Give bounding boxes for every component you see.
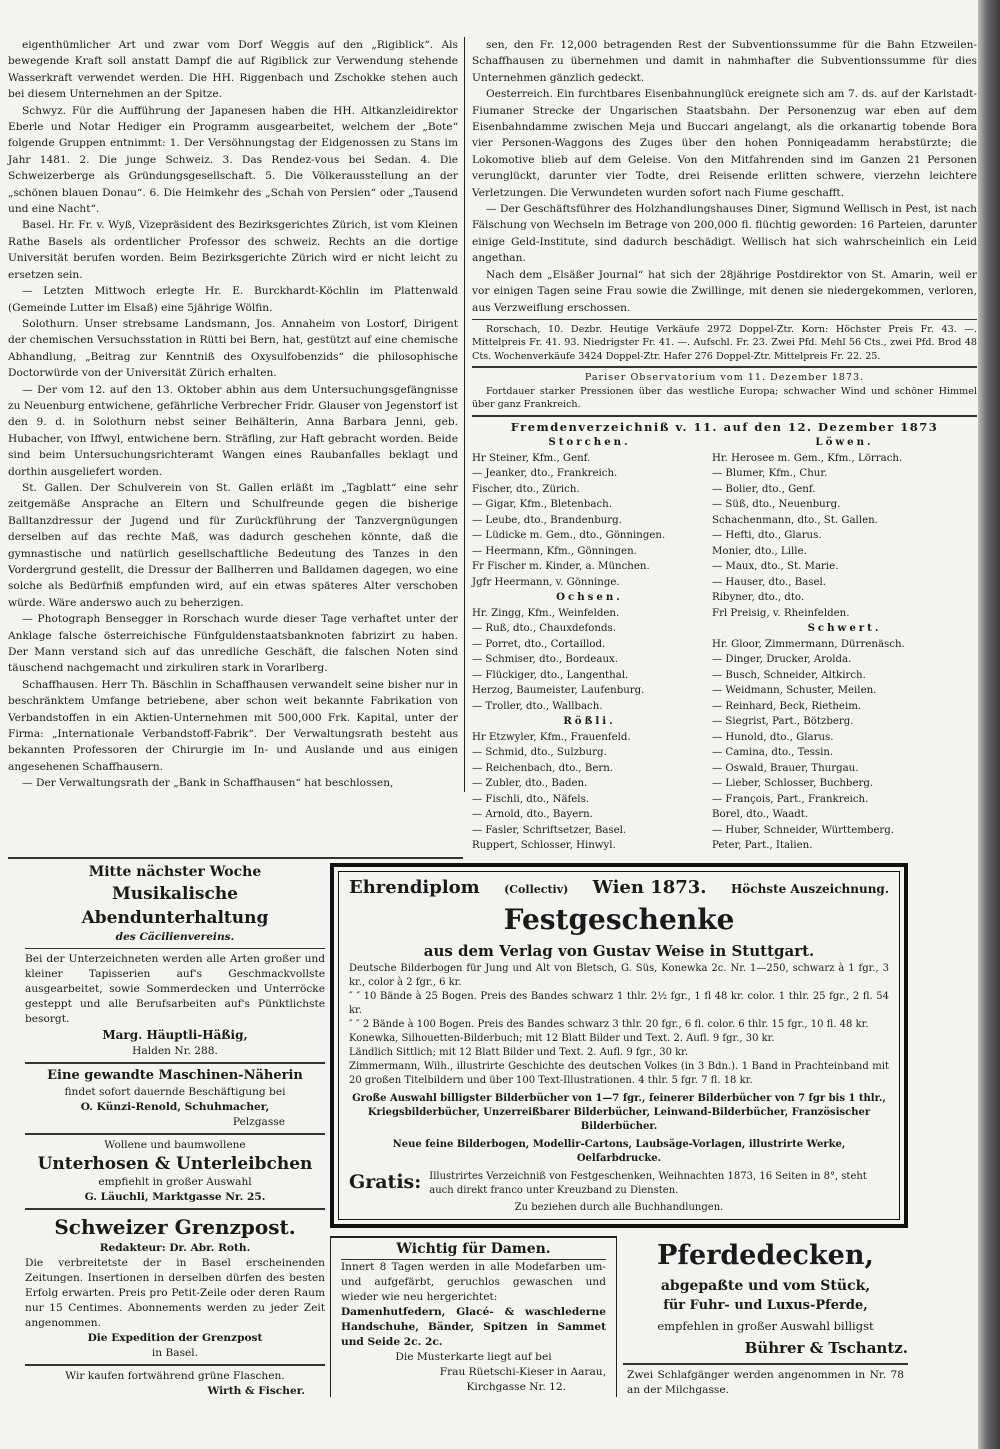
divider xyxy=(25,1208,325,1210)
left-news-column xyxy=(8,37,465,792)
article-paragraph: — Der Verwaltungsrath der „Bank in Schaffhausen“ hat beschlossen, xyxy=(22,777,394,790)
underwear-text: empfiehlt in großer Auswahl xyxy=(98,1175,252,1188)
ad-ladies xyxy=(330,1236,617,1397)
divider xyxy=(25,1364,325,1366)
guest-entry: Hr Etzwyler, Kfm., Frauenfeld. xyxy=(472,731,631,743)
festgeschenke-title: Festgeschenke xyxy=(503,902,735,936)
guest-entry: — Huber, Schneider, Württemberg. xyxy=(712,824,895,836)
guest-entry: — Flückiger, dto., Langenthal. xyxy=(472,669,629,681)
article-paragraph: — Letzten Mittwoch erlegte Hr. E. Burckhardt-Köchlin im Plattenwald (Gemeinde Lutter im Elsaß) eine 5jährige Wölfin. xyxy=(8,285,458,314)
guest-entry: — Jeanker, dto., Frankreich. xyxy=(472,468,618,480)
seamstress-signature: O. Künzi-Renold, Schuhmacher, xyxy=(80,1100,270,1113)
guest-entry: — François, Part., Frankreich. xyxy=(712,793,869,805)
hotel-name: Löwen. xyxy=(815,436,874,449)
concert-date: Mitte nächster Woche xyxy=(88,863,262,880)
article-paragraph: — Der Geschäftsführer des Holzhandlungshauses Diner, Sigmund Wellisch in Pest, ist nach Fälschung von Wechseln im Betrage von 200,000 fl. flüchtig geworden: 16 Parteien, darunter einige Geld-Institute, sind dadurch beschädigt. Wellisch hat sich wahrscheinlich ein Leid angethan. xyxy=(472,203,977,265)
guest-entry: — Reinhard, Beck, Rietheim. xyxy=(712,700,862,712)
ad-horse-blankets xyxy=(623,1236,908,1360)
gratis-text: Illustrirtes Verzeichniß von Festgeschenken, Weihnachten 1873, 16 Seiten in 8°, steht auch direkt franco unter Kreuzband zu Diensten. xyxy=(429,1170,867,1196)
guest-entry: — Süß, dto., Neuenburg. xyxy=(712,499,841,511)
underwear-pre: Wollene und baumwollene xyxy=(104,1138,246,1151)
divider xyxy=(8,857,463,859)
divider xyxy=(25,948,325,949)
ladies-items: Damenhutfedern, Glacé- & waschlederne Handschuhe, Bänder, Spitzen in Sammet und Seide 2c. 2c. xyxy=(341,1305,606,1348)
guest-entry: Frl Preisig, v. Rheinfelden. xyxy=(712,607,850,619)
article-paragraph: St. Gallen. Der Schulverein von St. Gallen erläßt im „Tagblatt“ eine sehr zeitgemäße Ansprache an Eltern und Schulfreunde gegen die bisherige Balltanzdressur der Jugend und für Zurückführung der Tanzvergnügungen derselben auf das rechte Maß, was dadurch geschehen könnte, daß die gymnastische und natürlich gesellschaftliche Bedeutung des Tanzes in den Vordergrund gestellt, die Dressur der Ballherren und Balldamen dagegen, wo eine solche als Bedürfniß empfunden wird, auf ein etwas späteres Alter verschoben würde. Wäre anderswo auch zu beherzigen. xyxy=(8,481,458,609)
guest-entry: Monier, dto., Lille. xyxy=(712,545,807,557)
guest-entry: — Leube, dto., Brandenburg. xyxy=(472,514,622,526)
festgeschenke-subtitle: aus dem Verlag von Gustav Weise in Stuttgart. xyxy=(423,941,815,960)
horses-line3: empfehlen in großer Auswahl billigst xyxy=(657,1318,874,1333)
concert-host: des Cäcilienvereins. xyxy=(115,930,235,943)
ladies-title: Wichtig für Damen. xyxy=(341,1240,606,1260)
guest-entry: Borel, dto., Waadt. xyxy=(712,809,809,821)
guest-entry: — Weidmann, Schuster, Meilen. xyxy=(712,685,877,697)
ladies-text: Innert 8 Tagen werden in alle Modefarben um- und aufgefärbt, geruchlos gewaschen und wieder wie neu hergerichtet: xyxy=(341,1260,606,1303)
guest-entry: — Siegrist, Part., Bötzberg. xyxy=(712,716,854,728)
guest-list-left xyxy=(472,435,707,854)
hotel-name: Storchen. xyxy=(548,436,631,449)
guest-entry: — Lüdicke m. Gem., dto., Gönningen. xyxy=(472,530,666,542)
observatory-text: Fortdauer starker Pressionen über das westliche Europa; schwacher Wind und schöner Himmel über ganz Frankreich. xyxy=(472,385,977,411)
festgeschenke-footer: Zu beziehen durch alle Buchhandlungen. xyxy=(514,1201,724,1213)
book-item: ″ ″ 2 Bände à 100 Bogen. Preis des Bandes schwarz 3 thlr. 20 fgr., 6 fl. color. 6 thlr. 15 fgr., 10 fl. 48 kr. xyxy=(349,1018,869,1030)
guest-entry: Hr. Zingg, Kfm., Weinfelden. xyxy=(472,607,620,619)
guest-entry: Hr. Herosee m. Gem., Kfm., Lörrach. xyxy=(712,452,903,464)
divider xyxy=(472,319,977,320)
seamstress-text: findet sofort dauernde Beschäftigung bei xyxy=(64,1085,286,1098)
market-report xyxy=(472,323,977,364)
guest-entry: Fr Fischer m. Kinder, a. München. xyxy=(472,561,650,573)
guest-entry: Hr. Gloor, Zimmermann, Dürrenäsch. xyxy=(712,638,905,650)
divider xyxy=(25,1062,325,1064)
guest-entry: — Gigar, Kfm., Bletenbach. xyxy=(472,499,612,511)
right-news-area xyxy=(472,37,977,854)
guest-entry: — Porret, dto., Cortaillod. xyxy=(472,638,606,650)
news-section xyxy=(8,37,978,854)
book-item: Große Auswahl billigster Bilderbücher von 1—7 fgr., feinerer Bilderbücher von 7 fgr bis 1 thlr., Kriegsbilderbücher, Unzerreißbarer Bilderbücher, Leinwand-Bilderbücher, Französischer Bilderbücher. xyxy=(352,1092,886,1132)
tapestry-address: Halden Nr. 288. xyxy=(132,1044,218,1057)
guest-entry: — Busch, Schneider, Altkirch. xyxy=(712,669,866,681)
horses-title: Pferdedecken, xyxy=(657,1239,874,1271)
guest-entry: — Zubler, dto., Baden. xyxy=(472,778,588,790)
right-small-ads xyxy=(623,1236,908,1398)
collectiv: (Collectiv) xyxy=(504,882,569,896)
guest-entry: — Oswald, Brauer, Thurgau. xyxy=(712,762,859,774)
book-item: Deutsche Bilderbogen für Jung und Alt von Bletsch, G. Süs, Konewka 2c. Nr. 1—250, schwarz à 1 fgr., 3 kr., color à 2 fgr., 6 kr. xyxy=(349,962,889,988)
ad-tapestry xyxy=(25,952,325,1059)
guest-entry: Jgfr Heermann, v. Gönninge. xyxy=(472,576,620,588)
ad-bottles xyxy=(25,1369,325,1399)
observatory-report xyxy=(472,371,977,412)
bottles-signature: Wirth & Fischer. xyxy=(207,1384,305,1397)
ad-sleepers xyxy=(623,1368,908,1398)
ladies-sample: Die Musterkarte liegt auf bei xyxy=(395,1350,552,1363)
guest-entry: — Schmiser, dto., Bordeaux. xyxy=(472,654,619,666)
grenzpost-text: Die verbreitetste der in Basel erscheinenden Zeitungen. Insertionen in derselben dürfen des besten Erfolg erwarten. Preis pro Petit-Zeile oder deren Raum nur 15 Centimes. Abonnements werden zu jeder Zeit angenommen. xyxy=(25,1256,325,1329)
guest-entry: — Bolier, dto., Genf. xyxy=(712,483,816,495)
ad-festgeschenke xyxy=(330,863,908,1228)
guest-entry: — Fischli, dto., Näfels. xyxy=(472,793,590,805)
guest-entry: — Hefti, dto., Glarus. xyxy=(712,530,822,542)
right-ads-area xyxy=(330,863,908,1398)
article-paragraph: Oesterreich. Ein furchtbares Eisenbahnunglück ereignete sich am 7. ds. auf der Karlstadt-Fiumaner Strecke der Ungarischen Staatsbahn. Der Personenzug war eben auf dem Eisenbahndamme zwischen Meja und Buccari angelangt, als die orkanartig tobende Bora vier Personen-Waggons des Zuges über den hohen Ponniqeadamm herabstürzte; die Lokomotive blieb auf dem Geleise. Von den Mitfahrenden sind im Ganzen 21 Personen verunglückt, darunter vier Todte, drei Reisende erlitten schwere, vierzehn leichtere Verletzungen. Die Verwundeten wurden sofort nach Fiume geschafft. xyxy=(472,88,977,199)
guest-entry: Ruppert, Schlosser, Hinwyl. xyxy=(472,840,616,852)
left-ads-column xyxy=(25,863,325,1399)
divider xyxy=(25,1133,325,1135)
festgeschenke-inner xyxy=(338,871,900,1220)
guest-list-title: Fremdenverzeichniß v. 11. auf den 12. Dezember 1873 xyxy=(510,419,939,434)
article-paragraph: Schaffhausen. Herr Th. Bäschlin in Schaffhausen verwandelt seine bisher nur in beschränktem Umfange betriebene, aber schon weit bekannte Fabrikation von Verbandstoffen in ein Aktien-Unternehmen mit 500,000 Frk. Kapital, unter der Firma: „Internationale Verbandstoff-Fabrik“. Der Verwaltungsrath besteht aus bekannten Professoren der Chirurgie im In- und Auslande und aus einigen angesehenen Schaffhausern. xyxy=(8,678,458,773)
grenzpost-address: in Basel. xyxy=(151,1346,199,1359)
guest-entry: — Camina, dto., Tessin. xyxy=(712,747,834,759)
right-news-column xyxy=(472,37,977,316)
market-text: Rorschach, 10. Dezbr. Heutige Verkäufe 2972 Doppel-Ztr. Korn: Höchster Preis Fr. 43. —. Mittelpreis Fr. 41. 93. Niedrigster Fr. 41. —. Aufschl. Fr. 23. Zwei Pfd. Mehl 56 Cts., zwei Pfd. Brod 48 Cts. Wochenverkäufe 3424 Doppel-Ztr. Hafer 276 Doppel-Ztr. Mittelpreis Fr. 22. 25. xyxy=(472,323,977,362)
guest-entry: Hr Steiner, Kfm., Genf. xyxy=(472,452,591,464)
guest-entry: Peter, Part., Italien. xyxy=(712,840,813,852)
sleepers-text: Zwei Schlafgänger werden angenommen in Nr. 78 an der Milchgasse. xyxy=(627,1368,904,1396)
tapestry-text: Bei der Unterzeichneten werden alle Arten großer und kleiner Tapisserien auf's Geschmackvollste ausgearbeitet, sowie Sommerdecken und Unterröcke gesteppt und alle Berufsarbeiten auf's Pünktlichste besorgt. xyxy=(25,952,325,1025)
guest-entry: — Troller, dto., Wallbach. xyxy=(472,700,603,712)
article-paragraph: Schwyz. Für die Aufführung der Japanesen haben die HH. Altkanzleidirektor Eberle und Notar Hediger ein Programm ausgearbeitet, welchem der „Bote“ folgende Gruppen entnimmt: 1. Der Versöhnungstag der Eidgenossen zu Stans im Jahr 1481. 2. Die junge Schweiz. 3. Das Rendez-vous bei Sedan. 4. Die Schweizerberge als Gründungsgesellschaft. 5. Die Völkerausstellung an der „schönen blauen Donau“. 6. Die Heimkehr des „Schah von Persien“ oder „Tausend und eine Nacht“. xyxy=(8,104,458,216)
ladies-signature: Frau Rüetschi-Kieser in Aarau, xyxy=(439,1365,606,1378)
grenzpost-title: Schweizer Grenzpost. xyxy=(54,1214,296,1239)
ehrendiplom: Ehrendiplom xyxy=(349,876,480,898)
article-paragraph: — Der vom 12. auf den 13. Oktober abhin aus dem Untersuchungsgefängnisse zu Neuenburg entwichene, gefährliche Verbrecher Fridr. Glauser von Jegenstorf ist den 9. d. in Solothurn nebst seiner Beihälterin, Anna Barbara Jenni, geb. Hubacher, von Iffwyl, entwichene bern. Sträfling, zur Haft gebracht worden. Beide sind beim Untersuchungsrichteramt Wangen eines Raubanfalles beklagt und dorthin ausgeliefert worden. xyxy=(8,383,458,478)
article-paragraph: sen, den Fr. 12,000 betragenden Rest der Subventionssumme für die Bahn Etzweilen-Schaffhausen zu übernehmen und damit in nahmhafter die Subventionssumme für dies Unternehmen gänzlich gedeckt. xyxy=(472,39,977,84)
hotel-name: Rößli. xyxy=(563,715,616,728)
grenzpost-editor: Redakteur: Dr. Abr. Roth. xyxy=(99,1241,251,1254)
guest-entry: — Fasler, Schriftsetzer, Basel. xyxy=(472,824,627,836)
guest-list-columns xyxy=(472,435,977,854)
guest-entry: — Maux, dto., St. Marie. xyxy=(712,561,839,573)
guest-entry: — Arnold, dto., Bayern. xyxy=(472,809,593,821)
ad-concert xyxy=(25,863,325,945)
divider xyxy=(623,1363,908,1365)
guest-entry: — Blumer, Kfm., Chur. xyxy=(712,468,828,480)
article-paragraph: Basel. Hr. Fr. v. Wyß, Vizepräsident des Bezirksgerichtes Zürich, ist vom Kleinen Rathe Basels als ordentlicher Professor des schweiz. Rechts an die dortige Universität berufen worden. Beim Bezirksgerichte Zürich wird er nicht leicht zu ersetzen sein. xyxy=(8,219,458,281)
gratis-label: Gratis: xyxy=(349,1170,422,1193)
guest-entry: — Hunold, dto., Glarus. xyxy=(712,731,834,743)
guest-entry: — Heermann, Kfm., Gönningen. xyxy=(472,545,637,557)
bottom-ads-row xyxy=(330,1236,908,1398)
ladies-address: Kirchgasse Nr. 12. xyxy=(466,1380,566,1393)
divider xyxy=(472,366,977,368)
bottles-text: Wir kaufen fortwährend grüne Flaschen. xyxy=(65,1369,285,1382)
ad-grenzpost xyxy=(25,1213,325,1361)
book-item: ″ ″ 10 Bände à 25 Bogen. Preis des Bandes schwarz 1 thlr. 2½ fgr., 1 fl 48 kr. color. 1 thlr. 25 fgr., 2 fl. 54 kr. xyxy=(349,990,889,1016)
divider xyxy=(472,415,977,417)
guest-list-right xyxy=(712,435,977,854)
article-paragraph: — Photograph Bensegger in Rorschach wurde dieser Tage verhaftet unter der Anklage falsche österreichische Fünfguldenstaatsbanknoten fabrizirt zu haben. Der Mann verstand sich auf das unredliche Geschäft, die falschen Noten sind täuschend nachgemacht und zirkuliren stark in Vorarlberg. xyxy=(8,613,458,675)
book-item: Ländlich Sittlich; mit 12 Blatt Bilder und Text. 2. Aufl. 9 fgr., 30 kr. xyxy=(349,1046,689,1058)
book-item: Neue feine Bilderbogen, Modellir-Cartons, Laubsäge-Vorlagen, illustrirte Werke, Oelfarbdrucke. xyxy=(392,1138,846,1164)
guest-entry: Fischer, dto., Zürich. xyxy=(472,483,580,495)
hotel-name: Schwert. xyxy=(807,622,882,635)
hotel-name: Ochsen. xyxy=(556,591,623,604)
book-item: Zimmermann, Wilh., illustrirte Geschichte des deutschen Volkes (in 3 Bdn.). 1 Band in Prachteinband mit 20 großen Titelbildern und über 100 Text-Illustrationen. 4 thlr. 5 fgr. 7 fl. 18 kr. xyxy=(349,1060,889,1086)
horses-line2: für Fuhr- und Luxus-Pferde, xyxy=(663,1297,868,1313)
grenzpost-signature: Die Expedition der Grenzpost xyxy=(87,1331,263,1344)
guest-entry: — Ruß, dto., Chauxdefonds. xyxy=(472,623,616,635)
ladies-inner xyxy=(331,1238,616,1397)
festgeschenke-items xyxy=(349,962,889,1166)
guest-entry: — Dinger, Drucker, Arolda. xyxy=(712,654,852,666)
article-paragraph: eigenthümlicher Art und zwar vom Dorf Weggis auf den „Rigiblick“. Als bewegende Kraft soll anstatt Dampf die auf Rigiblick zur Verwendung stehende Wasserkraft verwendet werden. Die HH. Riggenbach und Zschokke stehen auch bei diesem Unternehmen an der Spitze. xyxy=(8,39,458,101)
gratis-row xyxy=(349,1170,889,1198)
underwear-signature: G. Läuchli, Marktgasse Nr. 25. xyxy=(84,1190,266,1203)
observatory-title: Pariser Observatorium vom 11. Dezember 1873. xyxy=(584,372,865,384)
guest-entry: Herzog, Baumeister, Laufenburg. xyxy=(472,685,645,697)
guest-entry: Schachenmann, dto., St. Gallen. xyxy=(712,514,878,526)
article-paragraph: Nach dem „Elsäßer Journal“ hat sich der 28jährige Postdirektor von St. Amarin, weil er vor einigen Tagen seine Frau sowie die Zwillinge, mit denen sie niedergekommen, verloren, aus Verzweiflung erschossen. xyxy=(472,268,977,314)
scan-edge xyxy=(978,0,1000,1449)
book-item: Konewka, Silhouetten-Bilderbuch; mit 12 Blatt Bilder und Text. 2. Aufl. 9 fgr., 30 kr. xyxy=(349,1032,775,1044)
article-paragraph: Solothurn. Unser strebsame Landsmann, Jos. Annaheim von Lostorf, Dirigent der chemischen Versuchsstation in Rütti bei Bern, hat, gestützt auf eine chemische Abhandlung, „Beitrag zur Kenntniß des Oxysulfobenzids“ die philosophische Doctorwürde von der Universität Zürich erhalten. xyxy=(8,317,458,380)
guest-entry: — Schmid, dto., Sulzburg. xyxy=(472,747,607,759)
guest-entry: Ribyner, dto., dto. xyxy=(712,592,805,604)
ad-seamstress xyxy=(25,1067,325,1130)
ads-section xyxy=(8,863,978,1399)
guest-entry: — Hauser, dto., Basel. xyxy=(712,576,827,588)
horses-line1: abgepaßte und vom Stück, xyxy=(660,1277,871,1294)
underwear-title: Unterhosen & Unterleibchen xyxy=(37,1153,313,1174)
tapestry-signature: Marg. Häuptli-Häßig, xyxy=(102,1027,248,1042)
ad-underwear xyxy=(25,1138,325,1205)
guest-entry: — Reichenbach, dto., Bern. xyxy=(472,762,614,774)
hoechste-auszeichnung: Höchste Auszeichnung. xyxy=(730,881,889,896)
wien-1873: Wien 1873. xyxy=(592,876,707,898)
ad-header xyxy=(349,876,889,900)
guest-entry: — Lieber, Schlosser, Buchberg. xyxy=(712,778,874,790)
seamstress-title: Eine gewandte Maschinen-Näherin xyxy=(47,1067,303,1083)
concert-title: Musikalische Abendunterhaltung xyxy=(81,883,269,928)
guest-list xyxy=(472,420,977,854)
horses-signature: Bührer & Tschantz. xyxy=(744,1338,908,1357)
seamstress-address: Pelzgasse xyxy=(232,1115,285,1128)
